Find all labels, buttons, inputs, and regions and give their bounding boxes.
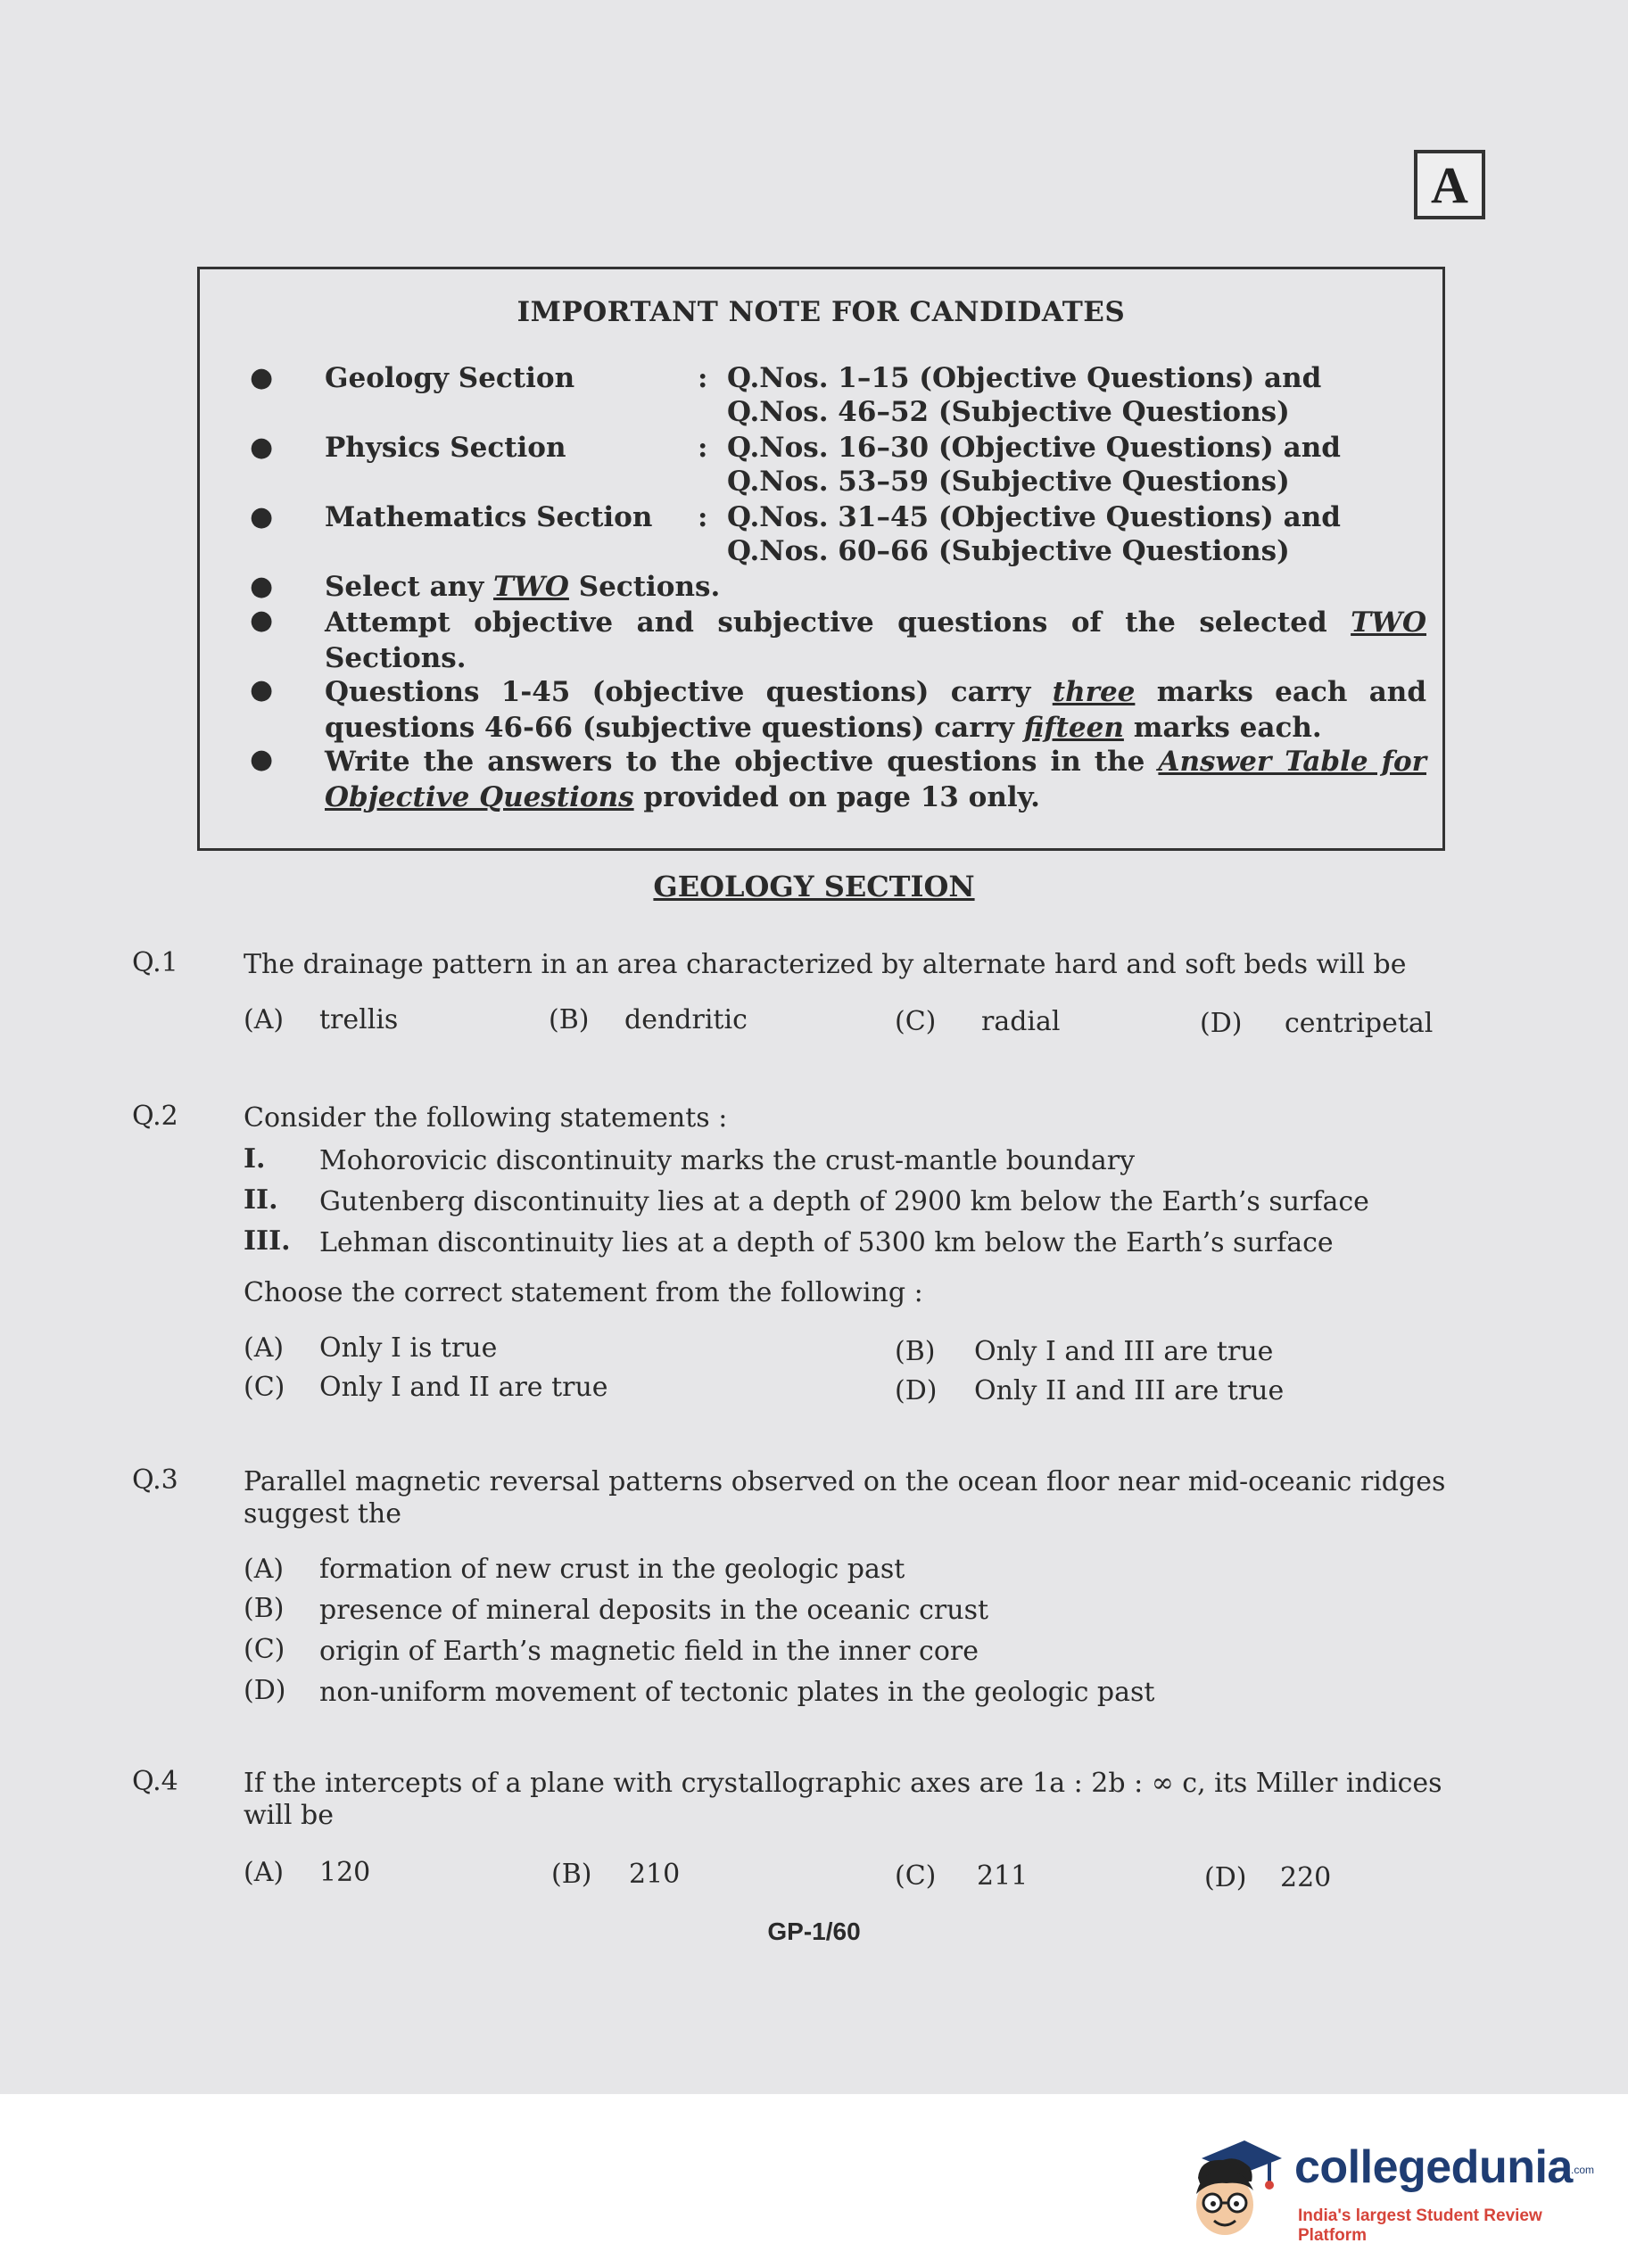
option-text: radial: [981, 1006, 1061, 1037]
option-label: (D): [895, 1375, 938, 1406]
collegedunia-logo: [1182, 2132, 1595, 2247]
option-label: (C): [895, 1860, 937, 1892]
question-number: Q.3: [132, 1464, 178, 1496]
bullet-icon: ●: [250, 605, 274, 636]
section-questions-line2: Q.Nos. 53–59 (Subjective Questions): [727, 466, 1290, 498]
booklet-code: A: [1414, 150, 1485, 219]
question-number: Q.1: [132, 947, 178, 978]
option-label: (A): [244, 1554, 285, 1585]
option-label: (A): [244, 1004, 285, 1035]
option-text: Only I and II are true: [319, 1372, 608, 1403]
option-text: 211: [977, 1860, 1029, 1892]
statement-label: II.: [244, 1184, 278, 1216]
question-number: Q.2: [132, 1101, 178, 1132]
brand-suffix: .com: [1571, 2164, 1595, 2176]
question-text-cont: will be: [244, 1800, 334, 1831]
section-questions-line1: Q.Nos. 1–15 (Objective Questions) and: [727, 362, 1322, 394]
statement-text: Lehman discontinuity lies at a depth of 5300 km below the Earth’s surface: [319, 1227, 1334, 1258]
bullet-icon: ●: [250, 362, 274, 393]
statement-label: I.: [244, 1143, 266, 1175]
option-text: Only I is true: [319, 1332, 498, 1364]
option-text: trellis: [319, 1004, 399, 1035]
option-text: Only I and III are true: [974, 1336, 1274, 1367]
option-label: (D): [1200, 1008, 1243, 1039]
option-label: (D): [244, 1675, 286, 1706]
statement-text: Mohorovicic discontinuity marks the crust-mantle boundary: [319, 1145, 1136, 1176]
page-number: GP-1/60: [767, 1917, 861, 1945]
option-text: dendritic: [624, 1004, 748, 1035]
option-label: (B): [549, 1004, 590, 1035]
option-text: formation of new crust in the geologic past: [319, 1554, 905, 1585]
option-text: presence of mineral deposits in the oceanic crust: [319, 1595, 989, 1626]
important-note-box: IMPORTANT NOTE FOR CANDIDATES ● Geology Section : Q.Nos. 1–15 (Objective Questions) and Q.Nos. 46–52 (Subjective Questions) ● Physics Section : Q.Nos. 16–30 (Objective Questions) and Q.Nos. 53–59 (Subjective Questions) ● Mathematics Section : Q.Nos. 31–45 (Objective Questions) and Q.Nos. 60–66 (Subjective Questions) ● Select any TWO Sections. ● Attempt objective and subjective questions of the selected TWO Sections. ● Questions 1-45 (objective questions) carry three marks each and questions 46-66 (subjective questions) carry fifteen marks each. ● Write the answers to the objective questions in the Answer Table for Objective Questions provided on page 13 only.: [197, 267, 1445, 851]
question-text: Choose the correct statement from the following :: [244, 1277, 923, 1308]
option-text: 210: [629, 1859, 681, 1890]
option-text: 220: [1280, 1862, 1332, 1893]
section-questions-line2: Q.Nos. 46–52 (Subjective Questions): [727, 396, 1290, 428]
option-label: (C): [895, 1006, 937, 1037]
note-title: IMPORTANT NOTE FOR CANDIDATES: [516, 296, 1126, 328]
section-questions-line1: Q.Nos. 16–30 (Objective Questions) and: [727, 432, 1341, 464]
option-label: (B): [895, 1336, 936, 1367]
option-text: centripetal: [1285, 1008, 1434, 1039]
option-text: 120: [319, 1857, 371, 1888]
question-text-cont: suggest the: [244, 1498, 401, 1530]
option-label: (B): [244, 1593, 285, 1624]
bullet-icon: ●: [250, 744, 274, 775]
mascot-icon: [1182, 2132, 1289, 2247]
statement-text: Gutenberg discontinuity lies at a depth of 2900 km below the Earth’s surface: [319, 1186, 1369, 1217]
bullet-icon: ●: [250, 674, 274, 705]
statement-label: III.: [244, 1225, 291, 1257]
option-label: (B): [551, 1859, 592, 1890]
section-name: Mathematics Section: [325, 501, 653, 533]
option-text: non-uniform movement of tectonic plates in the geologic past: [319, 1677, 1155, 1708]
option-label: (C): [244, 1634, 285, 1665]
bullet-icon: ●: [250, 501, 274, 532]
section-name: Physics Section: [325, 432, 566, 464]
question-number: Q.4: [132, 1766, 178, 1797]
section-title: GEOLOGY SECTION: [653, 870, 975, 903]
option-label: (A): [244, 1332, 285, 1364]
section-questions-line1: Q.Nos. 31–45 (Objective Questions) and: [727, 501, 1341, 533]
option-text: Only II and III are true: [974, 1375, 1285, 1406]
question-text: Parallel magnetic reversal patterns observed on the ocean floor near mid-oceanic ridges: [244, 1466, 1446, 1497]
section-questions-line2: Q.Nos. 60–66 (Subjective Questions): [727, 535, 1290, 567]
bullet-icon: ●: [250, 432, 274, 463]
brand-name: collegedunia: [1294, 2141, 1573, 2193]
option-text: origin of Earth’s magnetic field in the inner core: [319, 1636, 979, 1667]
question-text: If the intercepts of a plane with crystallographic axes are 1a : 2b : ∞ c, its Miller indices: [244, 1768, 1442, 1799]
section-name: Geology Section: [325, 362, 575, 394]
option-label: (A): [244, 1857, 285, 1888]
question-text: Consider the following statements :: [244, 1102, 728, 1134]
question-text: The drainage pattern in an area characterized by alternate hard and soft beds will be: [244, 949, 1407, 980]
option-label: (D): [1204, 1862, 1247, 1893]
bullet-icon: ●: [250, 571, 274, 602]
brand-tagline: India's largest Student Review Platform: [1298, 2206, 1542, 2245]
option-label: (C): [244, 1372, 285, 1403]
